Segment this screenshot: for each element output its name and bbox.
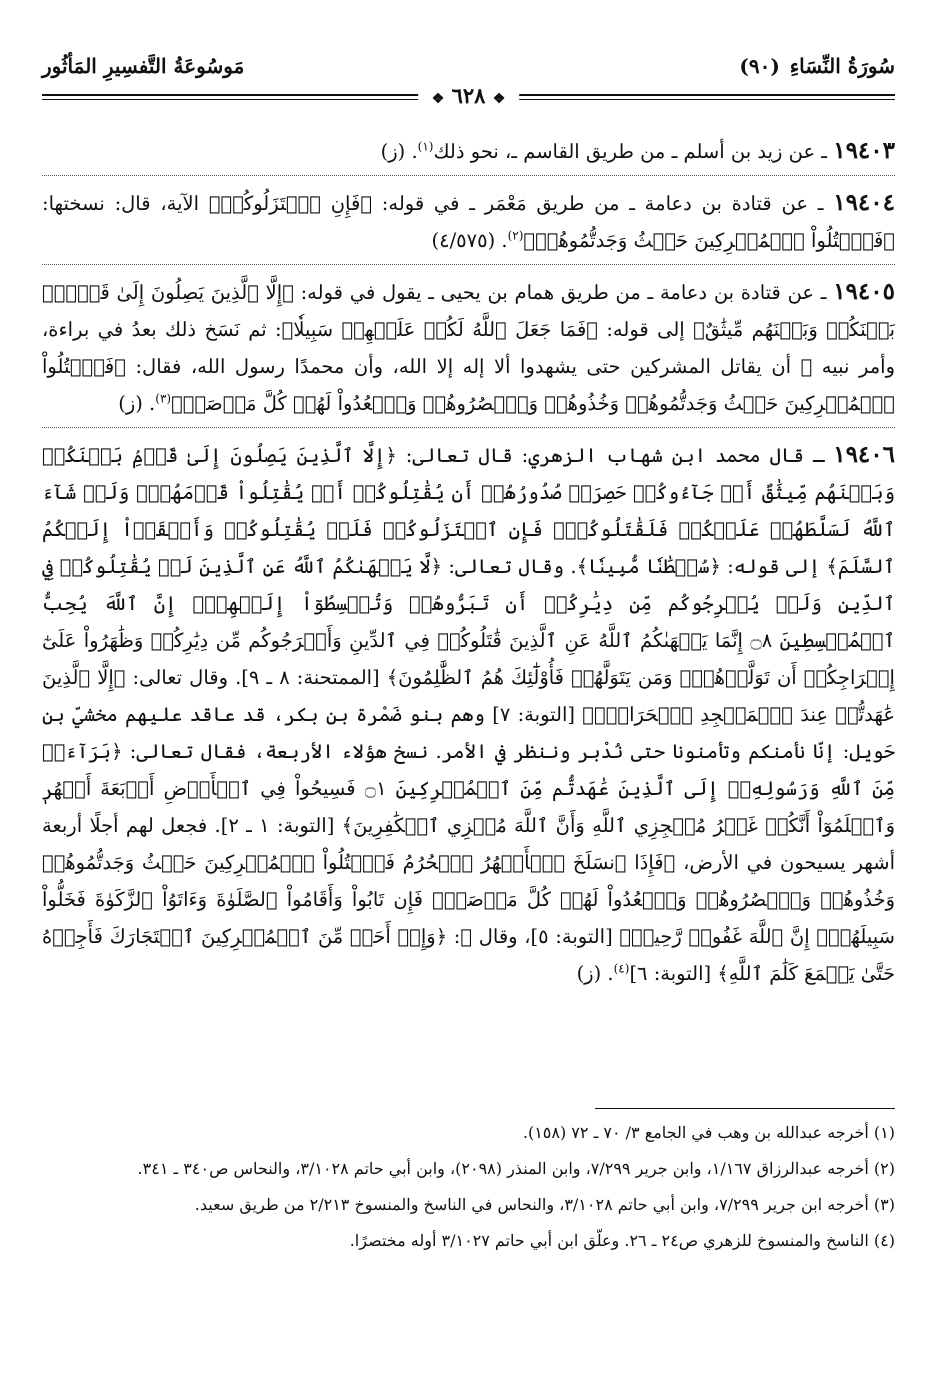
- entry-text: ـ عن قتادة بن دعامة ـ من طريق مَعْمَر ـ في قوله: ﴿فَإِنِ ٱعۡتَزَلُوكُمۡ﴾ الآية، قال: نسختها: ﴿فَٱقۡتُلُواْ ٱلۡمُشۡرِكِينَ حَيۡثُ وَجَدتُّمُوهُمۡ﴾: [42, 192, 895, 252]
- ornament-icon: ❖: [431, 91, 445, 107]
- entry-number: ١٩٤٠٤: [833, 189, 895, 216]
- entry-number: ١٩٤٠٣: [833, 137, 895, 164]
- entry-tail: . (٤/٥٧٥): [431, 229, 508, 252]
- entry-number: ١٩٤٠٥: [833, 278, 895, 305]
- entry-19404: [42, 184, 895, 259]
- entry-19403: [42, 132, 895, 170]
- surah-reference: [739, 54, 895, 78]
- ornament-icon: ❖: [492, 91, 506, 107]
- entry-separator: [42, 427, 895, 428]
- entry-separator: [42, 175, 895, 176]
- footnote-4: (٤) الناسخ والمنسوخ للزهري ص٢٤ ـ ٢٦. وعلّق ابن أبي حاتم ٣/١٠٢٧ أوله مختصرًا.: [349, 1231, 895, 1250]
- footnote-ref: (٢): [507, 228, 524, 243]
- entry-tail: . (ز): [118, 392, 156, 415]
- entry-number: ١٩٤٠٦: [833, 441, 895, 468]
- footnote-rule: [595, 1108, 895, 1109]
- page-number: ❖ ٦٢٨ ❖: [418, 82, 520, 113]
- running-header: [42, 54, 895, 108]
- footnote-ref: (١): [417, 139, 434, 154]
- entry-tail: . (ز): [380, 140, 418, 163]
- surah-name: سُورَةُ النِّسَاءِ: [789, 54, 895, 78]
- footnote-1: (١) أخرجه عبدالله بن وهب في الجامع ٣/ ٧٠ ـ ٧٢ (١٥٨).: [522, 1123, 895, 1142]
- entry-separator: [42, 264, 895, 265]
- entry-text: ـ قال محمد ابن شهاب الزهري: قال تعالى: ﴿إِلَّا ٱلَّذِينَ يَصِلُونَ إِلَىٰ قَوۡمِۢ بَيۡنَكُمۡ وَبَيۡنَهُم مِّيثَٰقٌ أَوۡ جَآءُوكُمۡ حَصِرَتۡ صُدُورُهُمۡ أَن يُقَٰتِلُوكُمۡ أَوۡ يُقَٰتِلُواْ قَوۡمَهُمۡۚ وَلَوۡ شَآءَ ٱللَّهُ لَسَلَّطَهُمۡ عَلَيۡكُمۡ فَلَقَٰتَلُوكُمۡۚ فَإِنِ ٱعۡتَزَلُوكُمۡ فَلَمۡ يُقَٰتِلُوكُمۡ وَأَلۡقَوۡاْ إِلَيۡكُمُ ٱلسَّلَمَ﴾ إلى قوله: ﴿سُلۡطَٰنٗا مُّبِينٗا﴾. وقال تعالى: ﴿لَّا يَنۡهَىٰكُمُ ٱللَّهُ عَنِ ٱلَّذِينَ لَمۡ يُقَٰتِلُوكُمۡ فِي ٱلدِّينِ وَلَمۡ يُخۡرِجُوكُم مِّن دِيَٰرِكُمۡ أَن تَبَرُّوهُمۡ وَتُقۡسِطُوٓاْ إِلَيۡهِمۡۚ إِنَّ ٱللَّهَ يُحِبُّ ٱلۡمُقۡسِطِينَ ۝٨ إِنَّمَا يَنۡهَىٰكُمُ ٱللَّهُ عَنِ ٱلَّذِينَ قَٰتَلُوكُمۡ فِي ٱلدِّينِ وَأَخۡرَجُوكُم مِّن دِيَٰرِكُمۡ وَظَٰهَرُواْ عَلَىٰٓ إِخۡرَاجِكُمۡ أَن تَوَلَّوۡهُمۡۚ وَمَن يَتَوَلَّهُمۡ فَأُوْلَٰٓئِكَ هُمُ ٱلظَّٰلِمُونَ﴾ [الممتحنة: ٨ ـ ٩]. وقال تعالى: ﴿إِلَّا ٱلَّذِينَ عَٰهَدتُّمۡ عِندَ ٱلۡمَسۡجِدِ ٱلۡحَرَامِۖ﴾ [التوبة: ٧] وهم بنو ضَمْرة بن بكر، قد عاقد عليهم مخشيّ بن حَويل: إنّا نأمنكم وتأمنونا حتى نُدْبر وننظر في الأمر. نسخ هؤلاء الأربعة، فقال تعالى: ﴿بَرَآءَةٞ مِّنَ ٱللَّهِ وَرَسُولِهِۦٓ إِلَى ٱلَّذِينَ عَٰهَدتُّم مِّنَ ٱلۡمُشۡرِكِينَ ۝١ فَسِيحُواْ فِي ٱلۡأَرۡضِ أَرۡبَعَةَ أَشۡهُرٖ وَٱعۡلَمُوٓاْ أَنَّكُمۡ غَيۡرُ مُعۡجِزِي ٱللَّهِ وَأَنَّ ٱللَّهَ مُخۡزِي ٱلۡكَٰفِرِينَ﴾ [التوبة: ١ ـ ٢]. فجعل لهم أجلًا أربعة أشهر يسيحون في الأرض، ﴿فَإِذَا ٱنسَلَخَ ٱلۡأَشۡهُرُ ٱلۡحُرُمُ فَٱقۡتُلُواْ ٱلۡمُشۡرِكِينَ حَيۡثُ وَجَدتُّمُوهُمۡ وَخُذُوهُمۡ وَٱحۡصُرُوهُمۡ وَٱقۡعُدُواْ لَهُمۡ كُلَّ مَرۡصَدٖۚ فَإِن تَابُواْ وَأَقَامُواْ ٱلصَّلَوٰةَ وَءَاتَوُاْ ٱلزَّكَوٰةَ فَخَلُّواْ سَبِيلَهُمۡۚ إِنَّ ٱللَّهَ غَفُورٞ رَّحِيمٞ﴾ [التوبة: ٥]، وقال ﷻ: ﴿وَإِنۡ أَحَدٞ مِّنَ ٱلۡمُشۡرِكِينَ ٱسۡتَجَارَكَ فَأَجِرۡهُ حَتَّىٰ يَسۡمَعَ كَلَٰمَ ٱللَّهِ﴾ [التوبة: ٦]: [42, 444, 895, 985]
- entry-tail: . (ز): [576, 962, 614, 985]
- footnote-2: (٢) أخرجه عبدالرزاق ١/١٦٧، وابن جرير ٧/٢٩٩، وابن المنذر (٢٠٩٨)، وابن أبي حاتم ٣/١٠٢٨، والنحاس ص٣٤٠ ـ ٣٤١.: [137, 1159, 895, 1178]
- footnote-ref: (٣): [155, 391, 172, 406]
- footnote-3: (٣) أخرجه ابن جرير ٧/٢٩٩، وابن أبي حاتم ٣/١٠٢٨، والنحاس في الناسخ والمنسوخ ٢/٢١٣ من طريق سعيد.: [194, 1195, 895, 1214]
- footnotes: [42, 1118, 895, 1262]
- entry-19406: [42, 436, 895, 992]
- entry-19405: [42, 273, 895, 422]
- footnote-ref: (٤): [613, 961, 630, 976]
- book-title: مَوسُوعَةُ التَّفسِيرِ المَأثُور: [42, 54, 245, 78]
- entry-text: ـ عن قتادة بن دعامة ـ من طريق همام بن يحيى ـ يقول في قوله: ﴿إِلَّا ٱلَّذِينَ يَصِلُونَ إِلَىٰ قَوۡمِۢ بَيۡنَكُمۡ وَبَيۡنَهُم مِّيثَٰقٌ﴾ إلى قوله: ﴿فَمَا جَعَلَ ٱللَّهُ لَكُمۡ عَلَيۡهِمۡ سَبِيلٗا﴾: ثم نَسَخ ذلك بعدُ في براءة، وأمر نبيه ﷺ أن يقاتل المشركين حتى يشهدوا ألا إله إلا الله، وأن محمدًا رسول الله، فقال: ﴿فَٱقۡتُلُواْ ٱلۡمُشۡرِكِينَ حَيۡثُ وَجَدتُّمُوهُمۡ وَخُذُوهُمۡ وَٱحۡصُرُوهُمۡ وَٱقۡعُدُواْ لَهُمۡ كُلَّ مَرۡصَدٖ﴾: [42, 281, 895, 415]
- ayah-number: (٩٠): [739, 54, 780, 78]
- main-text: [42, 132, 895, 992]
- entry-text: ـ عن زيد بن أسلم ـ من طريق القاسم ـ، نحو ذلك: [433, 140, 828, 163]
